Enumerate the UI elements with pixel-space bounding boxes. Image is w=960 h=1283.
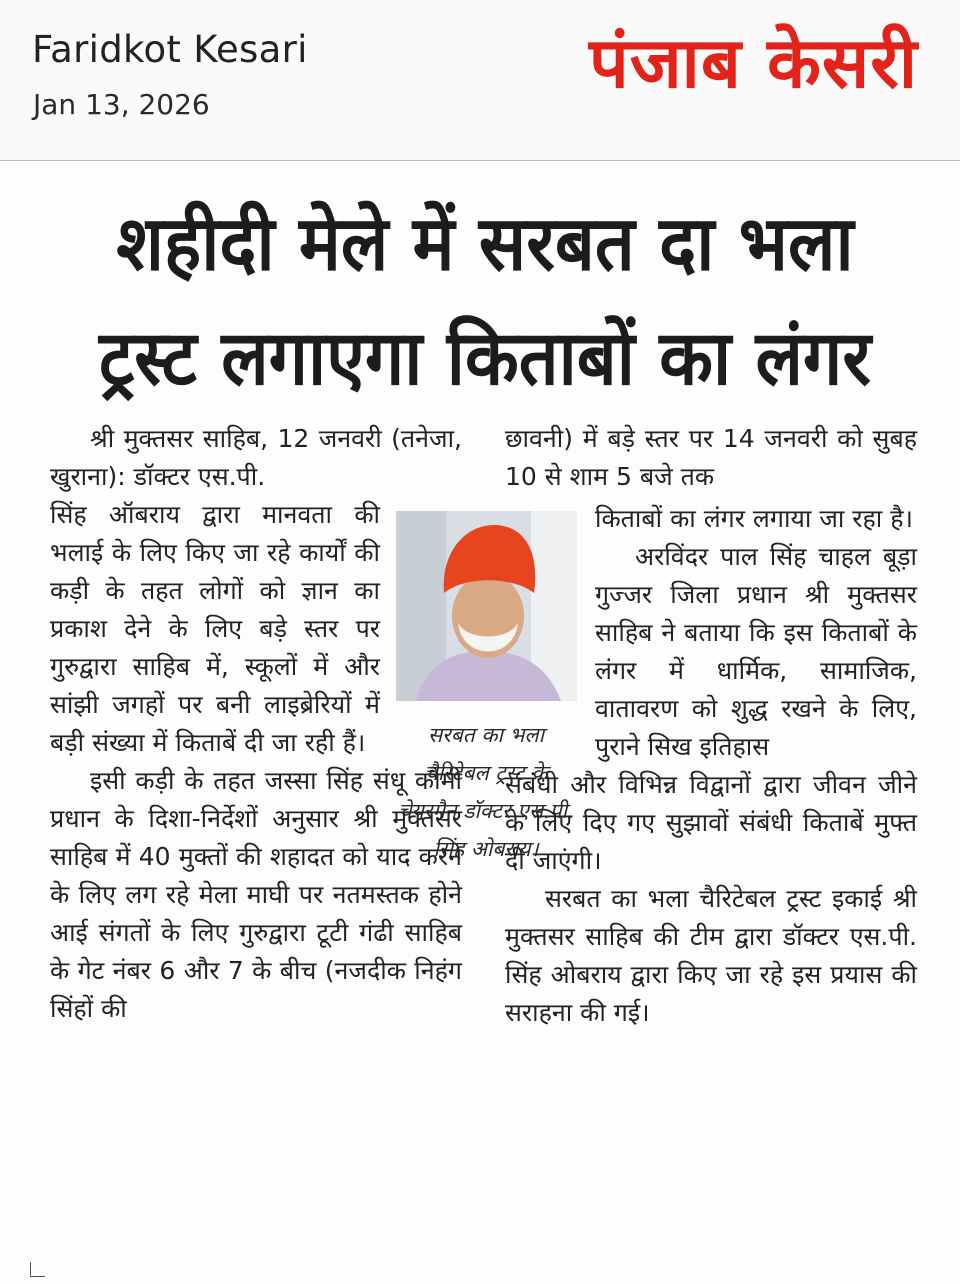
publication-date: Jan 13, 2026 [33, 88, 210, 121]
column-right-top [505, 420, 917, 496]
clip-header [0, 0, 960, 161]
crop-mark [30, 1262, 45, 1277]
paragraph-4: सरबत का भला चैरिटेबल ट्रस्ट इकाई श्री मुक्तसर साहिब की टीम द्वारा डॉक्टर एस.पी. सिंह ओबराय द्वारा किए जा रहे इस प्रयास की सराहना की गई। [505, 884, 917, 1027]
portrait-photo [396, 511, 577, 701]
headline-line-2: ट्रस्ट लगाएगा किताबों का लंगर [99, 313, 871, 403]
paragraph-3: अरविंदर पाल सिंह चाहल बूड़ा गुज्जर जिला प्रधान श्री मुक्तसर साहिब ने बताया कि इस किताबों के लंगर में धार्मिक, सामाजिक, वातावरण को शुद्ध रखने के लिए, पुराने सिख इतिहास [595, 542, 917, 761]
paragraph-2-continued: छावनी) में बड़े स्तर पर 14 जनवरी को सुबह 10 से शाम 5 बजे तक [505, 424, 917, 491]
article-headline [40, 187, 930, 416]
newspaper-masthead-logo: पंजाब केसरी [588, 22, 918, 104]
paragraph-3-continued: संबंधी और विभिन्न विद्वानों द्वारा जीवन जीने के लिए दिए गए सुझावों संबंधी किताबें मुफ्त दी जाएंगी। [505, 770, 917, 875]
photo-caption: सरबत का भला चैरिटेबल ट्रस्ट के चेयरमैन डॉक्टर एस.पी. सिंह ओबराय। [398, 723, 574, 861]
paragraph-2-end: किताबों का लंगर लगाया जा रहा है। [595, 504, 913, 533]
paragraph-1-continued: सिंह ऑबराय द्वारा मानवता की भलाई के लिए किए जा रहे कार्यों की कड़ी के तहत लोगों को ज्ञान का प्रकाश देने के लिए बड़े स्तर पर गुरुद्वारा साहिब में, स्कूलों में और सांझी जगहों पर बनी लाइब्रेरियों में बड़ी संख्या में किताबें दी जा रही हैं। [50, 500, 380, 757]
headline-line-1: शहीदी मेले में सरबत दा भला [116, 199, 854, 289]
edition-name: Faridkot Kesari [32, 28, 308, 71]
paragraph-2: इसी कड़ी के तहत जस्सा सिंह संधू कौमी प्रधान के दिशा-निर्देशों अनुसार श्री मुक्तसर साहिब में 40 मुक्तों की शहादत को याद करने के लिए लग रहे मेला माघी पर नतमस्तक होने आई संगतों के लिए गुरुद्वारा टूटी गंढी साहिब के गेट नंबर 6 और 7 के बीच (नजदीक निहंग सिंहों की [50, 766, 462, 1023]
portrait-image [396, 511, 577, 701]
dateline-paragraph: श्री मुक्तसर साहिब, 12 जनवरी (तनेजा, खुराना): डॉक्टर एस.पी. [50, 424, 462, 491]
